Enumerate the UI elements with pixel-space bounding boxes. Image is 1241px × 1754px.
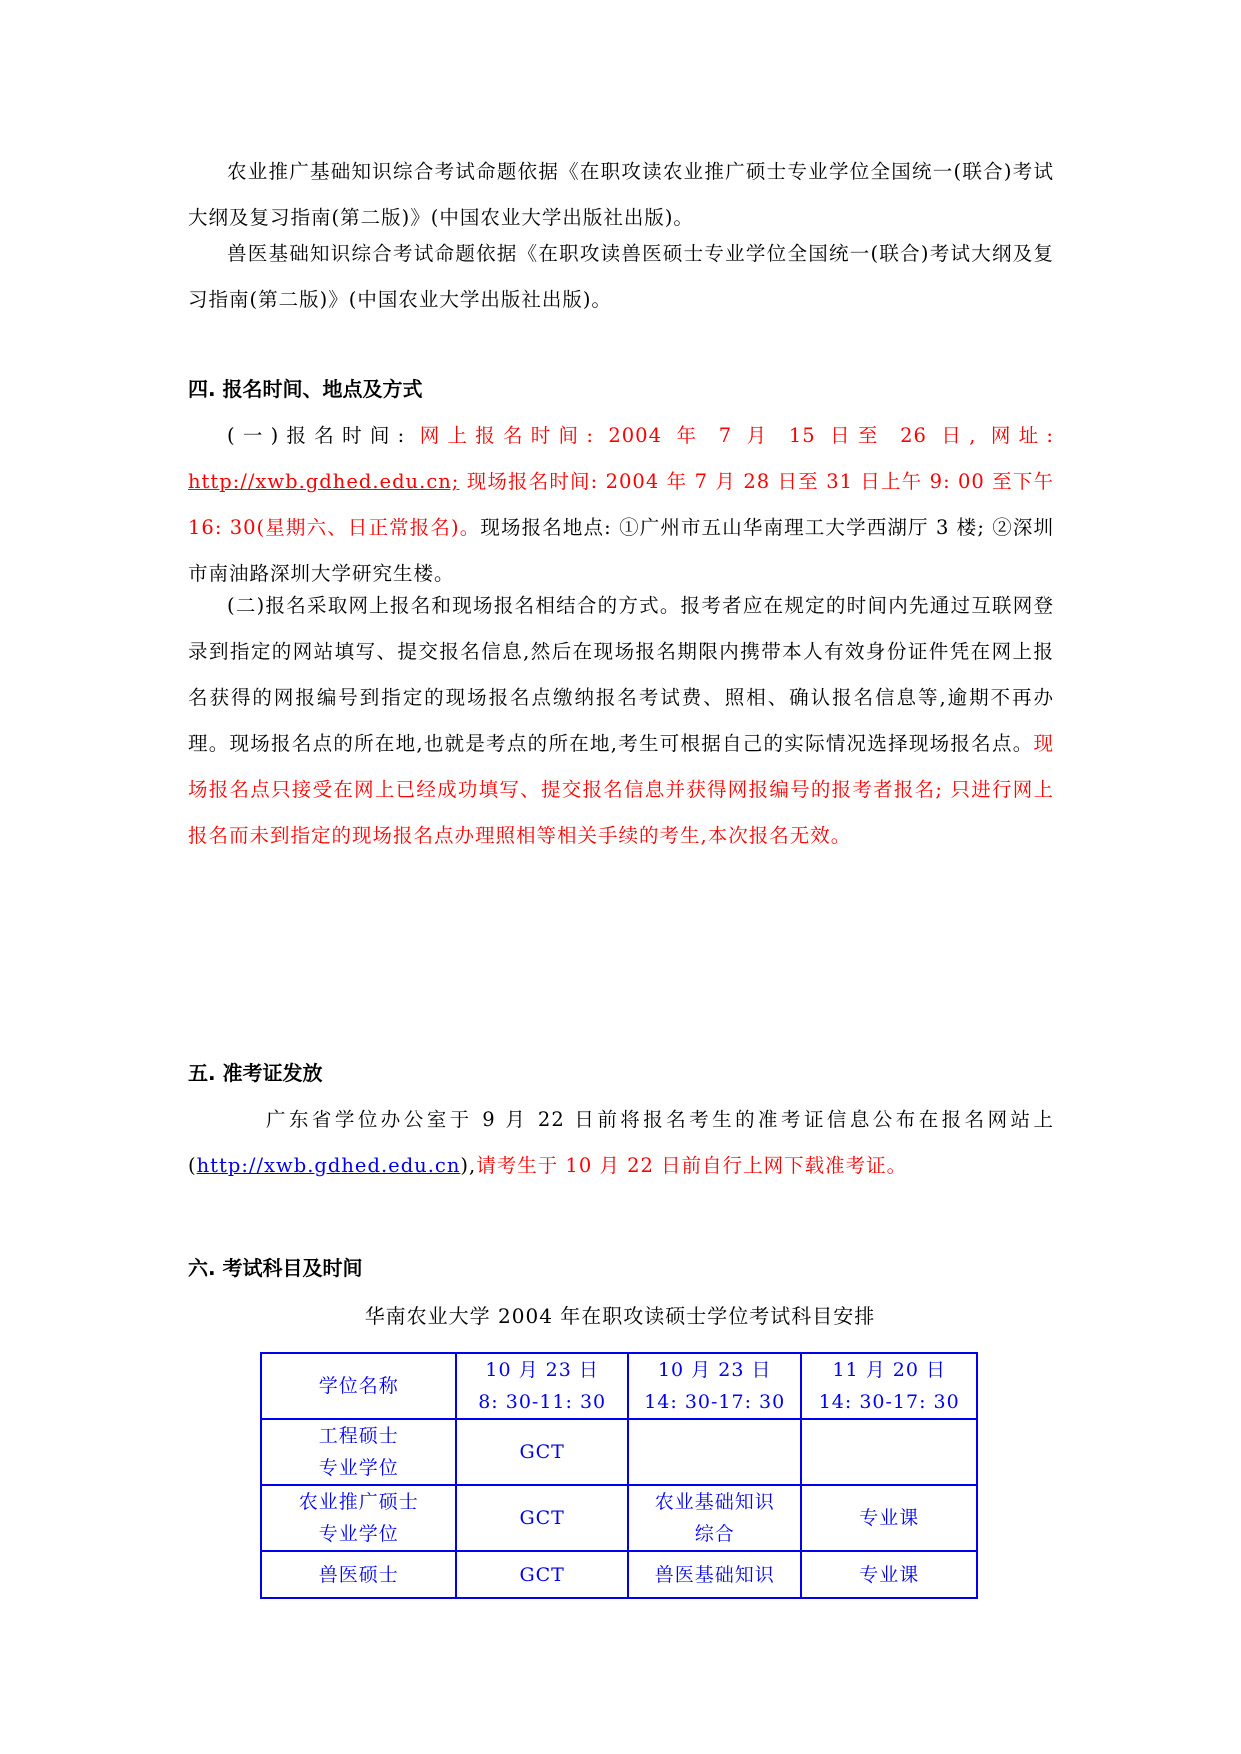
session-2-cell: 农业基础知识 综合	[628, 1485, 802, 1551]
session-1-cell: GCT	[456, 1485, 628, 1551]
session-2-cell	[628, 1419, 802, 1485]
online-registration-time: 网上报名时间: 2004 年 7 月 15 日至 26 日, 网址:	[419, 424, 1054, 447]
degree-name-cell: 工程硕士 专业学位	[261, 1419, 456, 1485]
paragraph-agri-extension-basis: 农业推广基础知识综合考试命题依据《在职攻读农业推广硕士专业学位全国统一(联合)考试大纲及复习指南(第二版)》(中国农业大学出版社出版)。	[188, 160, 1054, 229]
heading-exam-subjects: 六. 考试科目及时间	[188, 1256, 363, 1280]
header-session-1: 10 月 23 日 8: 30-11: 30	[456, 1353, 628, 1419]
table-header-row	[261, 1353, 977, 1419]
session-2-cell: 兽医基础知识	[628, 1551, 802, 1598]
registration-warning: 现场报名点只接受在网上已经成功填写、提交报名信息并获得网报编号的报考者报名; 只进行网上报名而未到指定的现场报名点办理照相等相关手续的考生,本次报名无效。	[188, 732, 1054, 847]
degree-name-cell: 农业推广硕士 专业学位	[261, 1485, 456, 1551]
paragraph-registration-method: (二)报名采取网上报名和现场报名相结合的方式。报考者应在规定的时间内先通过互联网登录到指定的网站填写、提交报名信息,然后在现场报名期限内携带本人有效身份证件凭在网上报名获得的网报编号到指定的现场报名点缴纳报名考试费、照相、确认报名信息等,逾期不再办理。现场报名点的所在地,也就是考点的所在地,考生可根据自己的实际情况选择现场报名点。现场报名点只接受在网上已经成功填写、提交报名信息并获得网报编号的报考者报名; 只进行网上报名而未到指定的现场报名点办理照相等相关手续的考生,本次报名无效。	[188, 594, 1054, 847]
paragraph-registration-time	[188, 413, 1054, 597]
session-3-cell	[801, 1419, 977, 1485]
onsite-registration-location: 现场报名地点: ①广州市五山华南理工大学西湖厅 3 楼; ②深圳市南油路深圳大学研究生楼。	[188, 516, 1054, 585]
exam-schedule-table	[260, 1352, 978, 1599]
paragraph-admission-ticket: 广东省学位办公室于 9 月 22 日前将报名考生的准考证信息公布在报名网站上(http://xwb.gdhed.edu.cn),请考生于 10 月 22 日前自行上网下载准考证。	[188, 1108, 1054, 1177]
degree-name-cell: 兽医硕士	[261, 1551, 456, 1598]
table-row	[261, 1485, 977, 1551]
onsite-registration-time: 现场报名时间: 2004 年 7 月 28 日至 31 日上午 9: 00 至下午 16: 30(星期六、日正常报名)。	[188, 470, 1054, 539]
admission-ticket-notice: 请考生于 10 月 22 日前自行上网下载准考证。	[476, 1154, 908, 1177]
table-row	[261, 1419, 977, 1485]
heading-admission-ticket: 五. 准考证发放	[188, 1061, 323, 1085]
registration-time-label: (一)报名时间:	[227, 424, 406, 447]
heading-registration: 四. 报名时间、地点及方式	[188, 377, 423, 401]
header-session-2: 10 月 23 日 14: 30-17: 30	[628, 1353, 802, 1419]
paragraph-veterinary-basis: 兽医基础知识综合考试命题依据《在职攻读兽医硕士专业学位全国统一(联合)考试大纲及复习指南(第二版)》(中国农业大学出版社出版)。	[188, 242, 1054, 311]
table-caption: 华南农业大学 2004 年在职攻读硕士学位考试科目安排	[364, 1304, 876, 1328]
session-1-cell: GCT	[456, 1419, 628, 1485]
header-degree-name: 学位名称	[261, 1353, 456, 1419]
session-3-cell: 专业课	[801, 1485, 977, 1551]
session-1-cell: GCT	[456, 1551, 628, 1598]
session-3-cell: 专业课	[801, 1551, 977, 1598]
table-row	[261, 1551, 977, 1598]
header-session-3: 11 月 20 日 14: 30-17: 30	[801, 1353, 977, 1419]
registration-url-link[interactable]: http://xwb.gdhed.edu.cn;	[188, 470, 460, 493]
admission-ticket-url-link[interactable]: http://xwb.gdhed.edu.cn	[196, 1154, 461, 1177]
